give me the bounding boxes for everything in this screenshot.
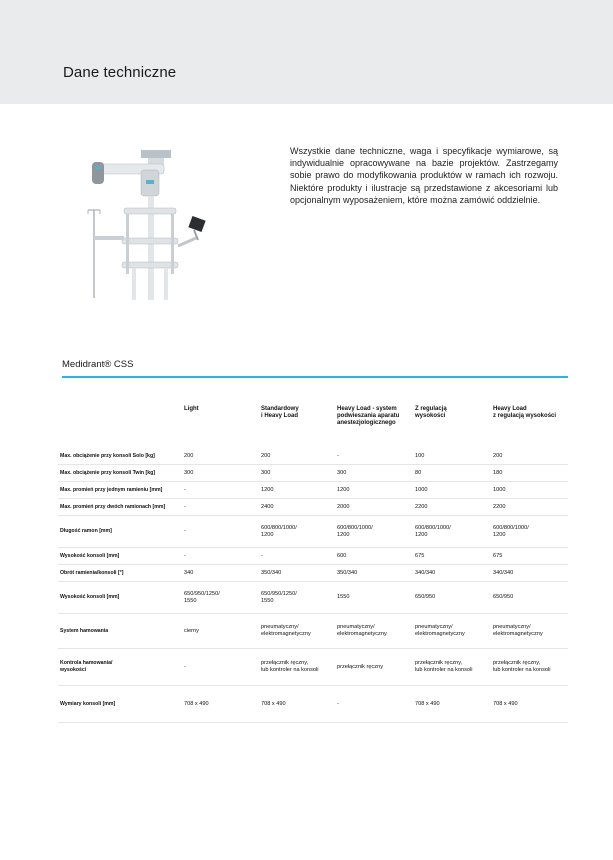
table-cell: 300 — [335, 465, 413, 482]
table-row — [58, 686, 568, 723]
table-cell: 708 x 490 — [259, 686, 335, 723]
table-cell: 600 — [335, 548, 413, 565]
table-row — [58, 649, 568, 686]
table-cell: - — [182, 499, 259, 516]
table-cell: 200 — [491, 448, 568, 465]
table-cell: 340/340 — [413, 565, 491, 582]
table-header-cell: Heavy Load - system podwieszania aparatu anestezjologicznego — [337, 406, 400, 426]
table-cell: pneumatyczny/ elektromagnetyczny — [335, 614, 413, 649]
table-cell: 1550 — [335, 582, 413, 614]
table-cell: 350/340 — [335, 565, 413, 582]
table-header-row — [58, 400, 568, 448]
table-header-cell: Heavy Load z regulacją wysokości — [493, 406, 557, 419]
table-cell: 600/800/1000/ 1200 — [335, 516, 413, 548]
table-row — [58, 516, 568, 548]
table-header-cell: Light — [184, 406, 199, 412]
table-cell: 675 — [413, 548, 491, 565]
row-label: Kontrola hamowania/ wysokości — [58, 649, 182, 686]
table-cell: 180 — [491, 465, 568, 482]
table-cell: 200 — [182, 448, 259, 465]
table-cell: 2200 — [491, 499, 568, 516]
table-cell: 675 — [491, 548, 568, 565]
table-cell: 100 — [413, 448, 491, 465]
table-cell: 2200 — [413, 499, 491, 516]
table-cell: - — [335, 448, 413, 465]
table-cell: 340/340 — [491, 565, 568, 582]
row-label: Max. promień przy jednym ramieniu [mm] — [58, 482, 182, 499]
table-cell: 650/950 — [413, 582, 491, 614]
table-cell: 650/950 — [491, 582, 568, 614]
table-cell: 1200 — [335, 482, 413, 499]
table-cell: cierny — [182, 614, 259, 649]
table-cell: przełącznik ręczny, lub kontroler na konsoli — [491, 649, 568, 686]
table-row — [58, 482, 568, 499]
table-cell: - — [182, 482, 259, 499]
ceiling-supply-unit-image — [86, 150, 216, 300]
table-cell: 600/800/1000/ 1200 — [413, 516, 491, 548]
table-cell: 600/800/1000/ 1200 — [259, 516, 335, 548]
table-cell: 1200 — [259, 482, 335, 499]
table-cell: przełącznik ręczny, lub kontroler na konsoli — [259, 649, 335, 686]
table-cell: 600/800/1000/ 1200 — [491, 516, 568, 548]
row-label: Wysokość konsoli [mm] — [58, 548, 182, 565]
table-cell: 650/950/1250/ 1550 — [182, 582, 259, 614]
row-label: System hamowania — [58, 614, 182, 649]
table-cell: 300 — [182, 465, 259, 482]
table-cell: 708 x 490 — [182, 686, 259, 723]
table-cell: 80 — [413, 465, 491, 482]
table-cell: 200 — [259, 448, 335, 465]
table-cell: - — [182, 516, 259, 548]
table-cell: - — [182, 548, 259, 565]
row-label: Max. obciążenie przy konsoli Twin [kg] — [58, 465, 182, 482]
table-row — [58, 548, 568, 565]
table-header-cell — [58, 400, 182, 448]
spec-table — [58, 400, 568, 723]
table-cell: 300 — [259, 465, 335, 482]
table-cell: 350/340 — [259, 565, 335, 582]
table-row — [58, 448, 568, 465]
table-row — [58, 582, 568, 614]
table-cell: 2400 — [259, 499, 335, 516]
section-divider — [62, 376, 568, 378]
table-cell: przełącznik ręczny, lub kontroler na konsoli — [413, 649, 491, 686]
row-label: Max. obciążenie przy konsoli Solo [kg] — [58, 448, 182, 465]
header-band — [0, 0, 613, 104]
table-row — [58, 614, 568, 649]
table-header-cell: Standardowy i Heavy Load — [261, 406, 299, 419]
table-row — [58, 465, 568, 482]
table-cell: pneumatyczny/ elektromagnetyczny — [259, 614, 335, 649]
table-header-cell: Z regulacją wysokości — [415, 406, 447, 419]
table-cell: - — [335, 686, 413, 723]
row-label: Długość ramon [mm] — [58, 516, 182, 548]
table-cell: - — [182, 649, 259, 686]
table-cell: - — [259, 548, 335, 565]
table-row — [58, 565, 568, 582]
page-title: Dane techniczne — [63, 64, 177, 81]
table-cell: 1000 — [413, 482, 491, 499]
table-cell: 708 x 490 — [491, 686, 568, 723]
table-cell: 1000 — [491, 482, 568, 499]
table-cell: przełącznik ręczny — [335, 649, 413, 686]
table-cell: pneumatyczny/ elektromagnetyczny — [413, 614, 491, 649]
intro-paragraph: Wszystkie dane techniczne, waga i specyfikacje wymiarowe, są indywidualnie opracowywane na bazie projektów. Zastrzegamy sobie prawo do modyfikowania produktów w ramach ich rozwoju. Niektóre produkty i ilustracje są przedstawione z akcesoriami lub opcjonalnym wyposażeniem, które można zamówić oddzielnie. — [290, 146, 558, 205]
row-label: Max. promień przy dwóch ramionach [mm] — [58, 499, 182, 516]
row-label: Wysokość konsoli [mm] — [58, 582, 182, 614]
table-cell: 340 — [182, 565, 259, 582]
table-cell: 708 x 490 — [413, 686, 491, 723]
row-label: Obrót ramienia/konsoli [°] — [58, 565, 182, 582]
row-label: Wymiary konsoli [mm] — [58, 686, 182, 723]
table-cell: 2000 — [335, 499, 413, 516]
table-cell: 650/950/1250/ 1550 — [259, 582, 335, 614]
section-title: Medidrant® CSS — [62, 359, 134, 370]
table-cell: pneumatyczny/ elektromagnetyczny — [491, 614, 568, 649]
table-row — [58, 499, 568, 516]
